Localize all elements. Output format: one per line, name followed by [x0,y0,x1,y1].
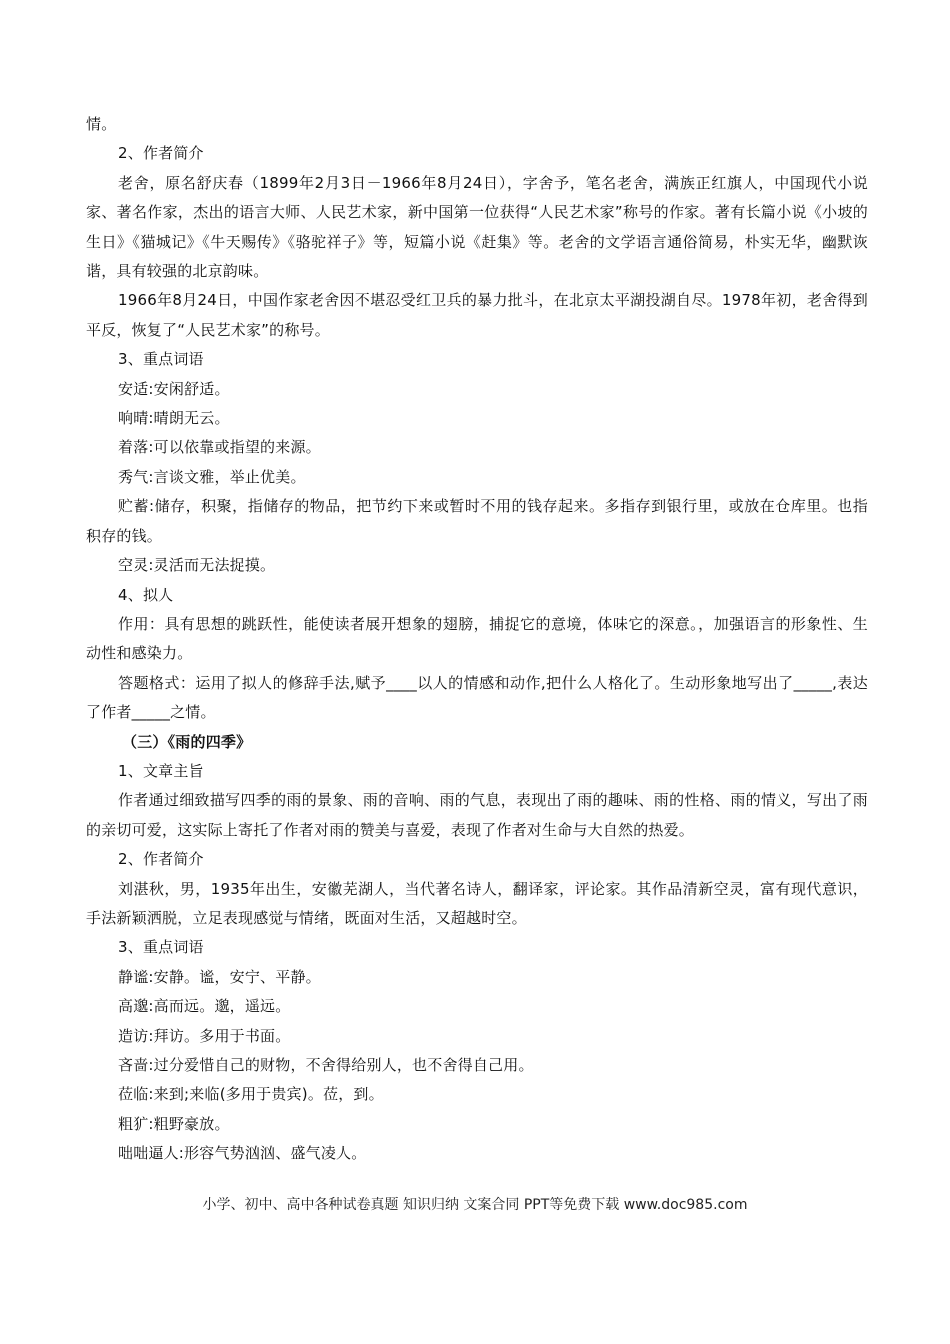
paragraph: 刘湛秋，男，1935年出生，安徽芜湖人，当代著名诗人，翻译家，评论家。其作品清新空灵，富有现代意识，手法新颖洒脱，立足表现感觉与情绪，既面对生活，又超越时空。 [86,879,868,927]
paragraph: 3、重点词语 [118,350,204,369]
paragraph: 1、文章主旨 [118,761,204,780]
paragraph: 2、作者简介 [118,850,204,869]
paragraph: 着落:可以依靠或指望的来源。 [118,438,321,457]
paragraph: 造访:拜访。多用于书面。 [118,1026,291,1045]
section-heading: （三）《雨的四季》 [122,732,252,751]
paragraph: 2、作者简介 [118,144,204,163]
paragraph: 响晴:晴朗无云。 [118,409,230,428]
paragraph: 空灵:灵活而无法捉摸。 [118,556,276,575]
paragraph: 4、拟人 [118,585,174,604]
paragraph: 3、重点词语 [118,938,204,957]
document-body [86,110,868,1169]
paragraph: 1966年8月24日，中国作家老舍因不堪忍受红卫兵的暴力批斗，在北京太平湖投湖自尽。1978年初，老舍得到平反，恢复了“人民艺术家”的称号。 [86,291,868,339]
paragraph: 贮蓄:储存，积聚，指储存的物品，把节约下来或暂时不用的钱存起来。多指存到银行里，或放在仓库里。也指积存的钱。 [86,497,868,545]
paragraph: 作者通过细致描写四季的雨的景象、雨的音响、雨的气息，表现出了雨的趣味、雨的性格、雨的情义，写出了雨的亲切可爱，这实际上寄托了作者对雨的赞美与喜爱，表现了作者对生命与大自然的热爱。 [86,791,868,839]
paragraph: 粗犷:粗野豪放。 [118,1114,230,1133]
paragraph: 莅临:来到;来临(多用于贵宾)。莅，到。 [118,1085,384,1104]
page-footer: 小学、初中、高中各种试卷真题 知识归纳 文案合同 PPT等免费下载 www.doc985.com [202,1197,748,1213]
paragraph: 吝啬:过分爱惜自己的财物，不舍得给别人，也不舍得自己用。 [118,1056,534,1074]
paragraph: 答题格式：运用了拟人的修辞手法,赋予____以人的情感和动作,把什么人格化了。生动形象地写出了_____,表达了作者_____之情。 [86,673,868,722]
paragraph: 高邈:高而远。邈，遥远。 [118,997,291,1016]
paragraph: 咄咄逼人:形容气势汹汹、盛气凌人。 [118,1144,367,1163]
paragraph: 秀气:言谈文雅，举止优美。 [118,467,306,486]
paragraph: 情。 [86,115,117,133]
paragraph: 安适:安闲舒适。 [118,379,230,398]
paragraph: 静谧:安静。谧，安宁、平静。 [118,967,321,986]
paragraph: 老舍，原名舒庆春（1899年2月3日－1966年8月24日），字舍予，笔名老舍，满族正红旗人，中国现代小说家、著名作家，杰出的语言大师、人民艺术家，新中国第一位获得“人民艺术家”称号的作家。著有长篇小说《小坡的生日》《猫城记》《牛天赐传》《骆驼祥子》等，短篇小说《赶集》等。老舍的文学语言通俗简易，朴实无华，幽默诙谐，具有较强的北京韵味。 [86,173,868,281]
paragraph: 作用：具有思想的跳跃性，能使读者展开想象的翅膀，捕捉它的意境，体味它的深意。，加强语言的形象性、生动性和感染力。 [86,614,868,663]
